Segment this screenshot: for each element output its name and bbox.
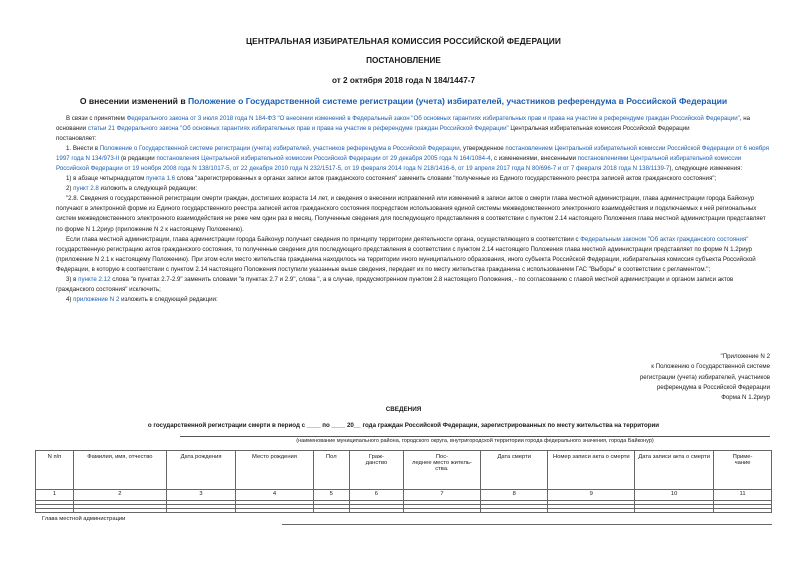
col-header: Пол [313, 451, 349, 490]
col-header: Граж- данство [349, 451, 403, 490]
death-records-table [35, 450, 772, 513]
document-title [0, 96, 807, 106]
col-header: Приме- чание [714, 451, 772, 490]
col-number: 2 [73, 490, 166, 501]
form-title: СВЕДЕНИЯ [385, 406, 422, 413]
item-1-4-text-2: изложить в следующей редакции: [119, 295, 218, 303]
preamble-text-3: Центральная избирательная комиссия Российской Федерации [508, 125, 690, 133]
item-1-3-text-1: 3) в [66, 275, 79, 283]
item-1-text-4: , с изменениями, внесенными [490, 155, 578, 163]
appendix-line-2: к Положению о Государственной системе [651, 363, 770, 371]
col-header: Место рождения [236, 451, 313, 490]
territory-note: (наименование муниципального района, городского округа, внутригородской территории города федерального значения, города Байконур) [180, 436, 770, 444]
item-1-4-text-1: 4) [66, 295, 74, 303]
col-number: 10 [635, 490, 714, 501]
appendix-line-1: "Приложение N 2 [720, 353, 770, 360]
item-1-paragraph [56, 144, 772, 174]
col-number: 6 [349, 490, 403, 501]
appendix-2-link[interactable]: приложение N 2 [73, 295, 120, 303]
organization-name: ЦЕНТРАЛЬНАЯ ИЗБИРАТЕЛЬНАЯ КОМИССИЯ РОССИЙСКОЙ ФЕДЕРАЦИИ [245, 36, 562, 46]
clause-2-12-link[interactable]: пункте 2.12 [78, 275, 111, 283]
appendix-line-5: Форма N 1.2риур [721, 394, 770, 402]
col-number: 9 [548, 490, 635, 501]
preamble-text-1: В связи с принятием [66, 115, 127, 122]
document-number: от 2 октября 2018 года N 184/1447-7 [331, 76, 476, 85]
item-1-text-5: ), следующие изменения: [669, 165, 743, 173]
document-type: ПОСТАНОВЛЕНИЕ [366, 56, 441, 65]
item-1-2-text-2: изложить в следующей редакции: [98, 185, 198, 193]
appendix-line-3: регистрации (учета) избирателей, участников [639, 373, 770, 381]
resolutions-amendments-link[interactable]: постановлениями Центральной избирательной комиссии Российской Федерации от 19 ноября 2008 года N 138/1017-5, от 22 декабря 2010 года N 232/1517-5, от 19 февраля 2014 года N 218/1416-6, от 19 апреля 2017 года N 80/696-7 и от 7 февраля 2018 года N 138/1139-7 [56, 155, 742, 173]
item-1-1-paragraph [56, 174, 772, 184]
item-1-text-2: , утвержденное [459, 145, 506, 153]
clause-2-8-text: "2.8. Сведения о государственной регистрации смерти граждан, достигших возраста 14 лет, и сведения о внесении исправлений или изменений в записи актов о смерти глава местной администрации, глава администрации города Байконур получают в электронной форме из Единого государственного реестра записей актов гражданского состояния посредством использования единой системы межведомственного электронного взаимодействия и подключаемых к ней региональных систем межведомственного электронного взаимодействия не реже чем один раз в месяц. Полученные сведения для последующего представления в соответствии с пунктом 2.14 настоящего Положения глава местной администрации представляет по форме N 1.2риур (приложение N 2 к настоящему Положению). [56, 195, 766, 233]
resolves-label: постановляет: [56, 135, 97, 143]
item-1-2-text-1: 2) [66, 185, 74, 193]
table-row [36, 509, 772, 513]
table-number-row [36, 490, 772, 501]
col-header: Дата записи акта о смерти [635, 451, 714, 490]
clause-2-8-second-paragraph [56, 235, 772, 275]
form-subtitle: о государственной регистрации смерти в период с ____ по ____ 20__ года граждан Российской Федерации, зарегистрированных по месту жительства на территории [147, 422, 660, 429]
table-header-row [36, 451, 772, 490]
col-header: Номер записи акта о смерти [548, 451, 635, 490]
col-number: 5 [313, 490, 349, 501]
signature-line [282, 524, 772, 525]
col-number: 11 [714, 490, 772, 501]
signature-label: Глава местной администрации [42, 516, 126, 522]
col-number: 1 [36, 490, 74, 501]
item-1-1-text-2: слова "зарегистрированных в органах записи актов гражданского состояния" заменить словами "полученные из Единого государственного реестра записей актов гражданского состояния"; [175, 175, 717, 183]
col-number: 4 [236, 490, 313, 501]
item-1-1-text-1: 1) в абзаце четырнадцатом [66, 175, 147, 183]
col-number: 7 [403, 490, 480, 501]
clause-1-6-link[interactable]: пункта 1.6 [146, 175, 176, 183]
clause-2-8-link[interactable]: пункт 2.8 [73, 185, 99, 193]
clause-2-8b-text-1: Если глава местной администрации, глава администрации города Байконур получает сведения по принципу территории деятельности органа, осуществляющего в соответствии с [66, 235, 581, 243]
title-link[interactable]: Положение о Государственной системе регистрации (учета) избирателей, участников референдума в Российской Федерации [188, 96, 728, 106]
appendix-line-4: референдума в Российской Федерации [656, 383, 770, 391]
regulation-link[interactable]: Положение о Государственной системе регистрации (учета) избирателей, участников референдума в Российской Федерации [99, 145, 460, 153]
title-prefix: О внесении изменений в [79, 96, 188, 106]
document-body [56, 114, 772, 305]
item-1-3-paragraph [56, 275, 772, 295]
preamble-text-2: , на основании [56, 115, 751, 133]
col-header: Дата рождения [166, 451, 236, 490]
col-number: 3 [166, 490, 236, 501]
preamble-paragraph [56, 114, 772, 134]
col-header: Пос- леднее место житель- ства. [403, 451, 480, 490]
article-21-link[interactable]: статьи 21 Федерального закона "Об основных гарантиях избирательных прав и права на участие в референдуме граждан Российской Федерации" [87, 125, 509, 133]
appendix-heading [590, 352, 770, 403]
item-1-2-paragraph [56, 184, 772, 194]
resolution-2005-link[interactable]: постановления Центральной избирательной комиссии Российской Федерации от 29 декабря 2005 года N 164/1084-4 [156, 155, 491, 163]
item-1-4-paragraph [56, 295, 772, 305]
col-header: Фамилия, имя, отчество [73, 451, 166, 490]
clause-2-8b-text-2: государственную регистрацию актов гражданского состояния, то полученные сведения для последующего представления в соответствии с пунктом 2.14 настоящего Положения глава местной администрации представляет по форме N 1.2риур (приложение N 2.1 к настоящему Положению). При этом если место жительства гражданина находилось на территории иного муниципального образования, иного субъекта Российской Федерации, избирательная комиссия субъекта Российской Федерации, в которую в соответствии с пунктом 2.14 настоящего Положения поступили указанные выше сведения, передает их по месту жительства гражданина с использованием ГАС "Выборы" в соответствии с регламентом."; [56, 245, 756, 273]
item-1-text-3: (в редакции [119, 155, 157, 163]
col-header: Дата смерти [481, 451, 548, 490]
civil-status-law-link[interactable]: Федеральным законом "Об актах гражданского состояния" [580, 235, 749, 243]
resolution-1997-link[interactable]: постановлением Центральной избирательной комиссии Российской Федерации от 6 ноября 1997 года N 134/973-II [56, 145, 769, 163]
item-1-text-1: 1. Внести в [66, 145, 100, 153]
federal-law-link[interactable]: Федерального закона от 3 июля 2018 года N 184-ФЗ "О внесении изменений в Федеральный закон "Об основных гарантиях избирательных прав и права на участие в референдуме граждан Российской Федерации" [126, 115, 740, 122]
item-1-3-text-2: слова "в пунктах 2.7-2.9" заменить словами "в пунктах 2.7 и 2.9", слова ", а в случае, предусмотренном пунктом 2.8 настоящего Положения, - по согласованию с главой местной администрации и органом записи актов гражданского состояния" исключить; [56, 275, 734, 293]
col-number: 8 [481, 490, 548, 501]
col-header: N п/п [36, 451, 74, 490]
